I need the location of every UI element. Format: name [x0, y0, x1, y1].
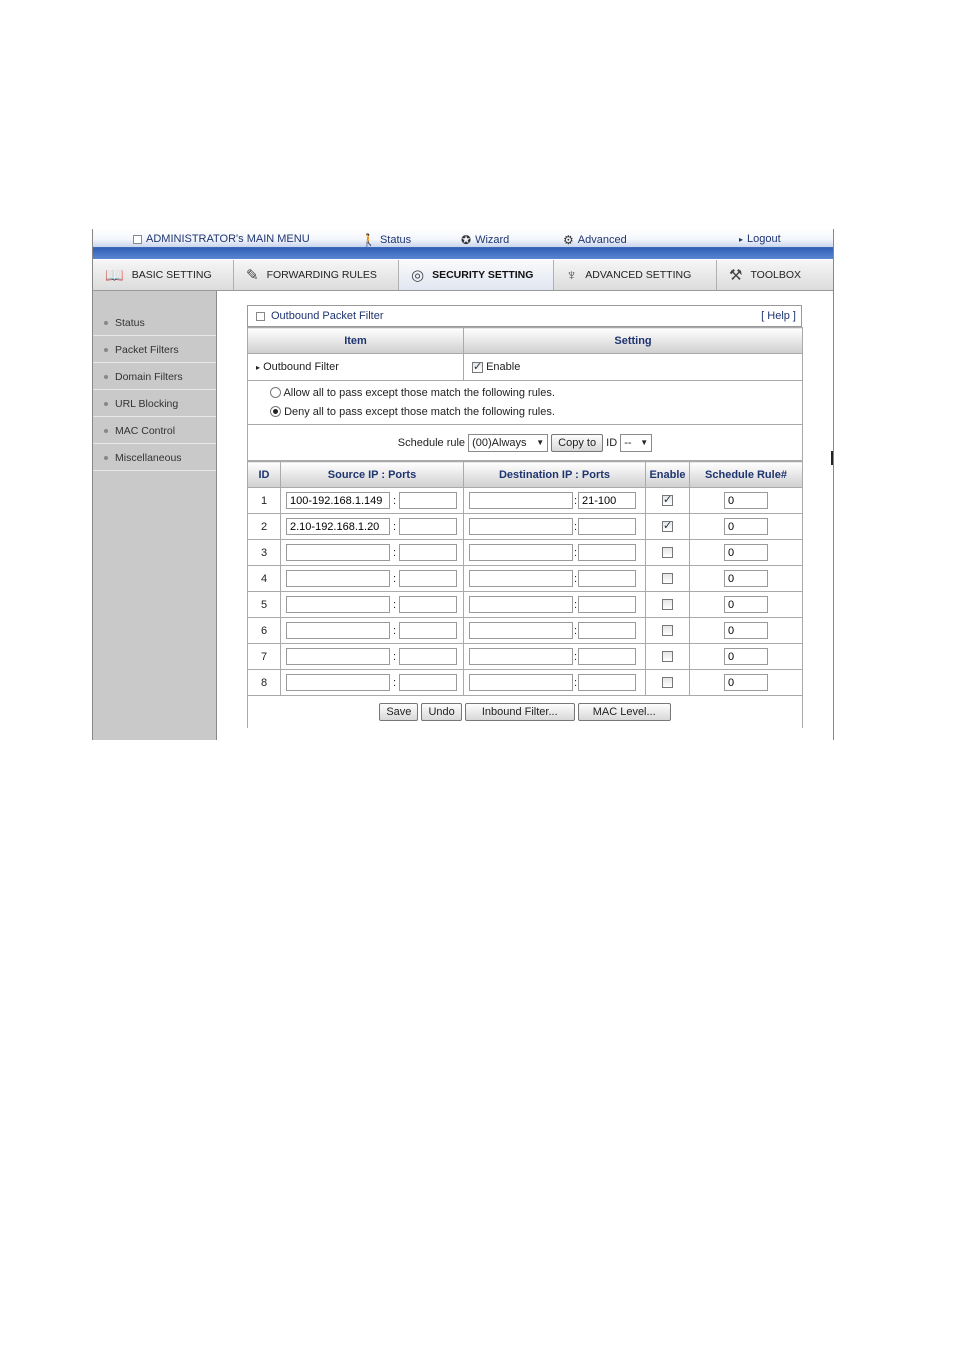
copy-to-button[interactable]: Copy to: [551, 434, 603, 452]
table-row: [248, 540, 803, 566]
sidebar-item-url-blocking[interactable]: [93, 392, 216, 417]
schedule-rule-input[interactable]: [724, 544, 768, 561]
schedule-rule-input[interactable]: [724, 518, 768, 535]
panel-title: Outbound Packet Filter: [271, 310, 384, 322]
destination-port-input[interactable]: [578, 570, 636, 587]
destination-port-input[interactable]: [578, 518, 636, 535]
source-ip-input[interactable]: [286, 492, 390, 509]
rules-body: [248, 488, 803, 696]
schedule-rule-input[interactable]: [724, 674, 768, 691]
colon-separator: :: [392, 520, 397, 533]
destination-cell: [464, 644, 646, 670]
save-button[interactable]: Save: [379, 703, 418, 721]
source-ip-input[interactable]: [286, 596, 390, 613]
wizard-link-label: Wizard: [475, 234, 510, 246]
colon-separator: :: [392, 546, 397, 559]
outbound-enable-checkbox[interactable]: [472, 362, 483, 373]
advanced-link[interactable]: [563, 233, 627, 247]
caret-down-icon: ▼: [536, 438, 545, 447]
source-port-input[interactable]: [399, 544, 457, 561]
advanced-link-label: Advanced: [577, 234, 627, 246]
sidebar-item-label: Domain Filters: [115, 371, 183, 383]
tab-security-setting[interactable]: [399, 260, 554, 290]
colon-separator: :: [573, 676, 578, 689]
tab-label: FORWARDING RULES: [266, 269, 377, 281]
outbound-filter-panel: [247, 305, 802, 728]
schedule-select[interactable]: [468, 434, 548, 452]
schedule-row: [248, 425, 803, 461]
schedule-rule-input[interactable]: [724, 622, 768, 639]
colon-separator: :: [392, 598, 397, 611]
wizard-icon: ✪: [461, 233, 472, 247]
schedule-rule-input[interactable]: [724, 492, 768, 509]
source-ip-input[interactable]: [286, 622, 390, 639]
destination-cell: [464, 566, 646, 592]
source-port-input[interactable]: [399, 570, 457, 587]
settings-table: [247, 327, 803, 461]
rule-enable-checkbox[interactable]: [662, 547, 673, 558]
status-link[interactable]: [361, 233, 411, 247]
mac-level-button[interactable]: MAC Level...: [578, 703, 671, 721]
bullet-icon: [104, 429, 108, 433]
enable-label: Enable: [486, 361, 521, 373]
deny-option-row[interactable]: [270, 403, 802, 422]
source-port-input[interactable]: [399, 518, 457, 535]
sidebar-item-label: Status: [115, 317, 145, 329]
enable-cell: [646, 670, 690, 696]
schedule-cell: [690, 670, 803, 696]
toolbox-icon: ⚒: [729, 267, 743, 284]
square-icon: [133, 235, 142, 244]
outbound-filter-cell: [248, 354, 464, 381]
colon-separator: :: [392, 624, 397, 637]
rule-id: 1: [248, 488, 281, 514]
source-ip-input[interactable]: [286, 648, 390, 665]
bullet-icon: [104, 402, 108, 406]
destination-ip-input[interactable]: [469, 596, 573, 613]
schedule-rule-input[interactable]: [724, 596, 768, 613]
enable-cell: [646, 488, 690, 514]
column-header-destination: Destination IP : Ports: [464, 462, 646, 488]
sidebar-item-mac-control[interactable]: [93, 419, 216, 444]
source-cell: [281, 488, 464, 514]
main-menu-label: ADMINISTRATOR's MAIN MENU: [146, 233, 310, 245]
logout-link-label: Logout: [747, 233, 781, 245]
deny-radio[interactable]: [270, 406, 281, 417]
security-icon: ◎: [411, 267, 425, 284]
bullet-icon: [104, 375, 108, 379]
destination-cell: [464, 488, 646, 514]
panel-title-bar: [247, 305, 802, 327]
schedule-rule-input[interactable]: [724, 648, 768, 665]
destination-cell: [464, 618, 646, 644]
rule-id: 3: [248, 540, 281, 566]
tab-label: ADVANCED SETTING: [585, 269, 692, 281]
bullet-icon: [104, 348, 108, 352]
source-cell: [281, 514, 464, 540]
column-header-schedule: Schedule Rule#: [690, 462, 803, 488]
outbound-filter-label: Outbound Filter: [263, 361, 339, 373]
tab-label: TOOLBOX: [750, 269, 802, 281]
sidebar: [93, 291, 217, 740]
book-icon: 📖: [105, 267, 124, 284]
colon-separator: :: [573, 520, 578, 533]
bullet-icon: [104, 321, 108, 325]
action-buttons-row: [248, 696, 803, 728]
source-cell: [281, 644, 464, 670]
destination-ip-input[interactable]: [469, 492, 573, 509]
column-header-enable: Enable: [646, 462, 690, 488]
destination-ip-input[interactable]: [469, 674, 573, 691]
schedule-cell: [690, 566, 803, 592]
main-menu-bar: [93, 229, 833, 259]
logout-link[interactable]: [739, 233, 781, 245]
enable-cell: [646, 592, 690, 618]
schedule-label: Schedule rule: [397, 436, 466, 449]
source-cell: [281, 618, 464, 644]
colon-separator: :: [573, 572, 578, 585]
rule-id: 7: [248, 644, 281, 670]
enable-cell: [646, 540, 690, 566]
table-row: [248, 514, 803, 540]
sidebar-item-status[interactable]: [93, 311, 216, 336]
advanced-setting-icon: ♆: [566, 266, 578, 284]
schedule-cell: [690, 618, 803, 644]
destination-port-input[interactable]: [578, 544, 636, 561]
schedule-cell: [690, 488, 803, 514]
rule-id: 8: [248, 670, 281, 696]
sidebar-item-label: URL Blocking: [115, 398, 179, 410]
sidebar-item-label: MAC Control: [115, 425, 176, 437]
source-cell: [281, 566, 464, 592]
bullet-icon: [104, 456, 108, 460]
destination-ip-input[interactable]: [469, 648, 573, 665]
destination-ip-input[interactable]: [469, 544, 573, 561]
colon-separator: :: [392, 650, 397, 663]
schedule-rule-input[interactable]: [724, 570, 768, 587]
id-select-value: --: [624, 436, 632, 449]
column-header-item: Item: [248, 328, 464, 354]
table-row: [248, 670, 803, 696]
table-row: [248, 566, 803, 592]
destination-cell: [464, 670, 646, 696]
id-label: ID: [606, 436, 618, 449]
nav-tabs: [93, 260, 833, 291]
tab-forwarding-rules[interactable]: [234, 260, 399, 290]
sidebar-item-domain-filters[interactable]: [93, 365, 216, 390]
destination-ip-input[interactable]: [469, 570, 573, 587]
rules-table: [247, 461, 803, 728]
rule-enable-checkbox[interactable]: [662, 651, 673, 662]
square-icon: [256, 312, 265, 321]
rule-enable-checkbox[interactable]: [662, 625, 673, 636]
schedule-cell: [690, 644, 803, 670]
sidebar-item-packet-filters[interactable]: [93, 338, 216, 363]
table-row: [248, 592, 803, 618]
rule-enable-checkbox[interactable]: [662, 677, 673, 688]
router-admin-window: [92, 229, 834, 740]
colon-separator: :: [573, 598, 578, 611]
schedule-select-value: (00)Always: [472, 436, 527, 449]
caret-down-icon: ▼: [640, 438, 649, 447]
enable-cell: [646, 566, 690, 592]
column-header-id: ID: [248, 462, 281, 488]
triangle-right-icon: ▸: [739, 234, 744, 244]
table-row: [248, 644, 803, 670]
destination-port-input[interactable]: [578, 622, 636, 639]
colon-separator: :: [573, 650, 578, 663]
rule-id: 4: [248, 566, 281, 592]
allow-option-label: Allow all to pass except those match the following rules.: [283, 386, 555, 399]
enable-cell: [646, 514, 690, 540]
source-port-input[interactable]: [399, 674, 457, 691]
sidebar-item-label: Packet Filters: [115, 344, 179, 356]
deny-option-label: Deny all to pass except those match the following rules.: [284, 405, 555, 418]
source-port-input[interactable]: [399, 492, 457, 509]
column-header-setting: Setting: [464, 328, 803, 354]
undo-button[interactable]: Undo: [421, 703, 461, 721]
colon-separator: :: [573, 546, 578, 559]
allow-radio[interactable]: [270, 387, 281, 398]
rule-enable-checkbox[interactable]: [662, 599, 673, 610]
help-link[interactable]: [ Help ]: [761, 310, 796, 322]
status-link-label: Status: [379, 234, 412, 246]
rule-id: 5: [248, 592, 281, 618]
tab-label: SECURITY SETTING: [432, 269, 534, 281]
destination-port-input[interactable]: [578, 596, 636, 613]
tab-basic-setting[interactable]: [93, 260, 234, 290]
tab-toolbox[interactable]: [717, 260, 833, 290]
schedule-cell: [690, 592, 803, 618]
rule-enable-checkbox[interactable]: [662, 573, 673, 584]
source-ip-input[interactable]: [286, 544, 390, 561]
rule-enable-checkbox[interactable]: [662, 495, 673, 506]
colon-separator: :: [392, 676, 397, 689]
destination-cell: [464, 514, 646, 540]
source-port-input[interactable]: [399, 648, 457, 665]
table-row: [248, 488, 803, 514]
rule-id: 2: [248, 514, 281, 540]
sidebar-item-label: Miscellaneous: [115, 452, 182, 464]
enable-cell: [646, 618, 690, 644]
destination-ip-input[interactable]: [469, 518, 573, 535]
colon-separator: :: [573, 624, 578, 637]
sidebar-item-miscellaneous[interactable]: [93, 446, 216, 471]
source-cell: [281, 540, 464, 566]
main-menu-title: [133, 233, 310, 245]
triangle-right-icon: ▸: [256, 363, 261, 372]
source-cell: [281, 592, 464, 618]
source-ip-input[interactable]: [286, 570, 390, 587]
table-row: [248, 618, 803, 644]
wizard-link[interactable]: [461, 233, 509, 247]
inbound-filter-button[interactable]: Inbound Filter...: [465, 703, 575, 721]
colon-separator: :: [392, 572, 397, 585]
filter-mode-cell: [248, 381, 803, 425]
source-ip-input[interactable]: [286, 674, 390, 691]
enable-cell: [464, 354, 803, 381]
forwarding-icon: ✎: [246, 267, 259, 284]
destination-port-input[interactable]: [578, 648, 636, 665]
source-port-input[interactable]: [399, 622, 457, 639]
tab-advanced-setting[interactable]: [554, 260, 717, 290]
column-header-source: Source IP : Ports: [281, 462, 464, 488]
tab-label: BASIC SETTING: [131, 269, 212, 281]
allow-option-row[interactable]: [270, 384, 802, 403]
destination-port-input[interactable]: [578, 492, 636, 509]
advanced-icon: ⚙: [563, 233, 574, 247]
rule-enable-checkbox[interactable]: [662, 521, 673, 532]
schedule-cell: [690, 514, 803, 540]
schedule-cell: [690, 540, 803, 566]
id-select[interactable]: [620, 434, 652, 452]
source-port-input[interactable]: [399, 596, 457, 613]
person-icon: 🚶: [361, 233, 376, 247]
destination-cell: [464, 592, 646, 618]
destination-cell: [464, 540, 646, 566]
rule-id: 6: [248, 618, 281, 644]
colon-separator: :: [392, 494, 397, 507]
destination-port-input[interactable]: [578, 674, 636, 691]
destination-ip-input[interactable]: [469, 622, 573, 639]
colon-separator: :: [573, 494, 578, 507]
edge-marker: [831, 451, 833, 465]
source-cell: [281, 670, 464, 696]
source-ip-input[interactable]: [286, 518, 390, 535]
enable-cell: [646, 644, 690, 670]
